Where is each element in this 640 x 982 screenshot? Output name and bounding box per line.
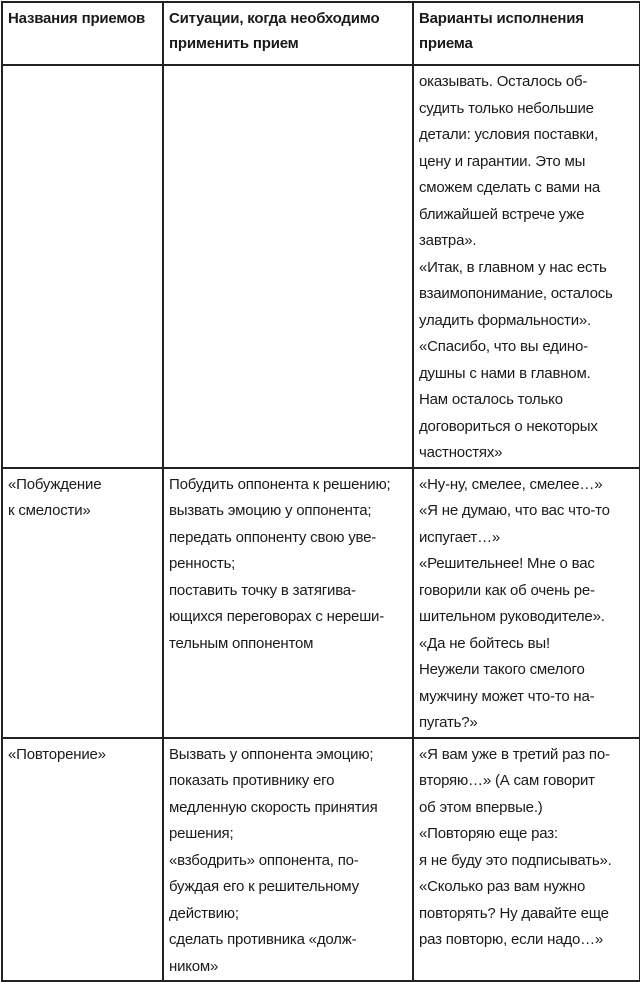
text-line: вторяю…» (А сам говорит bbox=[419, 772, 595, 789]
text-line: буждая его к решительному bbox=[169, 878, 359, 895]
header-situations bbox=[163, 2, 413, 65]
text-line: Ситуации, когда необходимо bbox=[169, 10, 380, 27]
table-row bbox=[2, 468, 640, 738]
text-line: ником» bbox=[169, 957, 219, 975]
text-line: к смелости» bbox=[8, 502, 91, 519]
text-line: Нам осталось только bbox=[419, 391, 563, 408]
text-line: «Повторение» bbox=[8, 745, 106, 763]
text-line: повторять? Ну давайте еще bbox=[419, 904, 609, 922]
text-line: передать оппоненту свою уве- bbox=[169, 528, 377, 546]
situations-cell bbox=[163, 738, 413, 982]
text-line: Вызвать у оппонента эмоцию; bbox=[169, 745, 374, 763]
text-line: договориться о некоторых bbox=[419, 417, 598, 435]
text-line: «Сколько раз вам нужно bbox=[419, 878, 586, 895]
text-line: сможем сделать с вами на bbox=[419, 179, 601, 196]
text-line: вызвать эмоцию у оппонента; bbox=[169, 502, 372, 519]
text-line: «Повторяю еще раз: bbox=[419, 825, 558, 842]
header-row bbox=[2, 2, 640, 65]
situations-cell bbox=[163, 65, 413, 468]
table-row bbox=[2, 65, 640, 468]
text-line: Побудить оппонента к решению; bbox=[169, 475, 391, 493]
text-line: об этом впервые.) bbox=[419, 798, 543, 816]
text-line: «Да не бойтесь вы! bbox=[419, 634, 550, 652]
text-line: говорили как об очень ре- bbox=[419, 581, 595, 599]
variants-cell bbox=[413, 65, 640, 468]
text-line: Названия приемов bbox=[8, 10, 146, 27]
header-variants bbox=[413, 2, 640, 65]
text-line: приема bbox=[419, 35, 473, 52]
situations-cell bbox=[163, 468, 413, 738]
table-row bbox=[2, 738, 640, 982]
text-line: раз повторю, если надо…» bbox=[419, 931, 604, 948]
text-line: медленную скорость принятия bbox=[169, 798, 378, 816]
text-line: Неужели такого смелого bbox=[419, 661, 585, 678]
text-line: завтра». bbox=[419, 232, 477, 249]
text-line: сделать противника «долж- bbox=[169, 931, 357, 948]
text-line: ющихся переговорах с нереши- bbox=[169, 608, 385, 625]
text-line: «Побуждение bbox=[8, 475, 102, 493]
techniques-table bbox=[1, 1, 640, 982]
text-line: «взбодрить» оппонента, по- bbox=[169, 851, 359, 869]
text-line: частностях» bbox=[419, 444, 503, 461]
text-line: действию; bbox=[169, 904, 239, 922]
text-line: тельным оппонентом bbox=[169, 634, 314, 652]
text-line: Варианты исполнения bbox=[419, 10, 584, 27]
text-line: «Я вам уже в третий раз по- bbox=[419, 745, 610, 763]
header-technique-names bbox=[2, 2, 163, 65]
text-line: ближайшей встрече уже bbox=[419, 205, 585, 223]
text-line: судить только небольшие bbox=[419, 99, 594, 117]
text-line: взаимопонимание, осталось bbox=[419, 285, 613, 302]
text-line: уладить формальности». bbox=[419, 311, 591, 329]
text-line: «Итак, в главном у нас есть bbox=[419, 258, 607, 276]
text-line: детали: условия поставки, bbox=[419, 126, 598, 143]
technique-name-cell bbox=[2, 738, 163, 982]
text-line: шительном руководителе». bbox=[419, 608, 605, 625]
technique-name-cell bbox=[2, 65, 163, 468]
text-line: мужчину может что-то на- bbox=[419, 687, 595, 705]
text-line: «Ну-ну, смелее, смелее…» bbox=[419, 475, 603, 493]
text-line: я не буду это подписывать». bbox=[419, 851, 612, 869]
text-line: испугает…» bbox=[419, 528, 501, 546]
text-line: показать противнику его bbox=[169, 772, 335, 789]
text-line: «Спасибо, что вы едино- bbox=[419, 338, 588, 355]
text-line: пугать?» bbox=[419, 714, 478, 731]
text-line: «Я не думаю, что вас что-то bbox=[419, 502, 610, 519]
text-line: применить прием bbox=[169, 35, 299, 52]
text-line: решения; bbox=[169, 825, 234, 842]
text-line: оказывать. Осталось об- bbox=[419, 73, 588, 90]
variants-cell bbox=[413, 738, 640, 982]
text-line: ренность; bbox=[169, 555, 236, 572]
text-line: «Решительнее! Мне о вас bbox=[419, 555, 595, 572]
variants-cell bbox=[413, 468, 640, 738]
text-line: душны с нами в главном. bbox=[419, 364, 591, 382]
technique-name-cell bbox=[2, 468, 163, 738]
text-line: цену и гарантии. Это мы bbox=[419, 152, 586, 170]
text-line: поставить точку в затягива- bbox=[169, 581, 356, 599]
